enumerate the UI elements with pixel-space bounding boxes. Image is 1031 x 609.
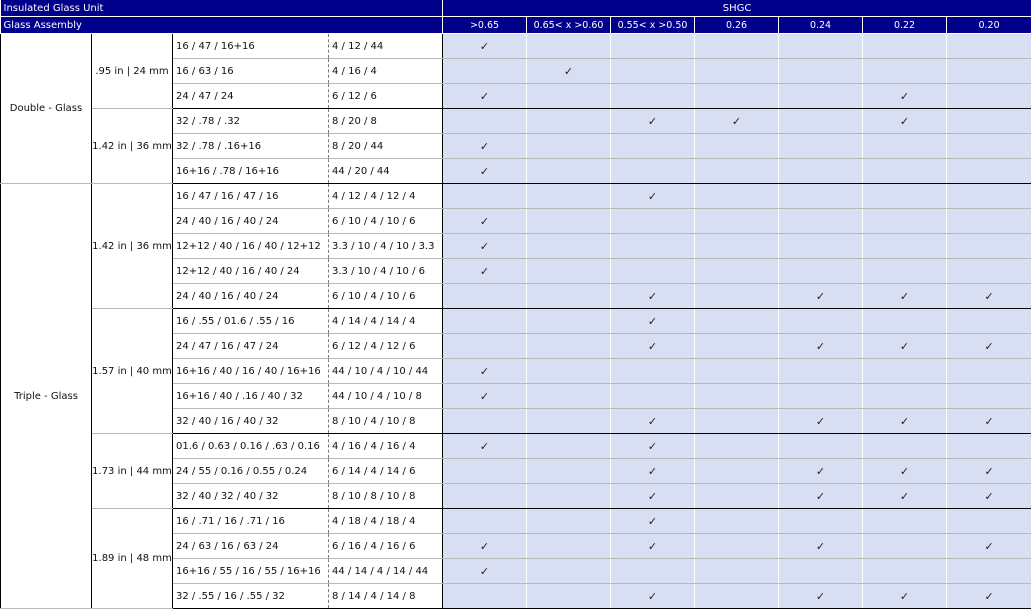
shgc-cell [695, 59, 779, 84]
shgc-cell [695, 234, 779, 259]
glass-assembly-header: Glass Assembly [1, 17, 443, 34]
check-mark-cell: ✓ [779, 534, 863, 559]
assembly-mm-cell: 44 / 14 / 4 / 14 / 44 [329, 559, 443, 584]
shgc-cell [443, 459, 527, 484]
assembly-inches-cell: 16 / 63 / 16 [173, 59, 329, 84]
thickness-cell: 1.73 in | 44 mm [92, 434, 173, 509]
assembly-inches-cell: 16 / .55 / 01.6 / .55 / 16 [173, 309, 329, 334]
shgc-column-header: 0.22 [863, 17, 947, 34]
shgc-cell [779, 384, 863, 409]
shgc-cell [947, 359, 1031, 384]
assembly-inches-cell: 24 / 40 / 16 / 40 / 24 [173, 209, 329, 234]
assembly-mm-cell: 8 / 20 / 8 [329, 109, 443, 134]
assembly-mm-cell: 8 / 14 / 4 / 14 / 8 [329, 584, 443, 609]
assembly-inches-cell: 32 / 40 / 16 / 40 / 32 [173, 409, 329, 434]
shgc-cell [443, 509, 527, 534]
shgc-cell [527, 359, 611, 384]
shgc-cell [695, 284, 779, 309]
assembly-inches-cell: 32 / .78 / .32 [173, 109, 329, 134]
shgc-cell [779, 34, 863, 59]
check-mark-cell: ✓ [779, 334, 863, 359]
shgc-cell [443, 484, 527, 509]
shgc-cell [779, 59, 863, 84]
assembly-inches-cell: 16 / .71 / 16 / .71 / 16 [173, 509, 329, 534]
check-mark-cell: ✓ [443, 234, 527, 259]
assembly-mm-cell: 4 / 16 / 4 [329, 59, 443, 84]
glass-type-cell: Double - Glass [1, 34, 92, 184]
check-mark-cell: ✓ [863, 484, 947, 509]
shgc-cell [695, 159, 779, 184]
check-mark-cell: ✓ [611, 459, 695, 484]
shgc-cell [527, 84, 611, 109]
shgc-cell [527, 209, 611, 234]
check-mark-cell: ✓ [863, 409, 947, 434]
shgc-cell [695, 84, 779, 109]
shgc-cell [947, 134, 1031, 159]
shgc-cell [947, 84, 1031, 109]
shgc-cell [779, 359, 863, 384]
check-mark-cell: ✓ [779, 409, 863, 434]
thickness-cell: 1.42 in | 36 mm [92, 184, 173, 309]
shgc-cell [779, 209, 863, 234]
shgc-cell [695, 434, 779, 459]
shgc-cell [527, 459, 611, 484]
check-mark-cell: ✓ [779, 459, 863, 484]
shgc-cell [527, 409, 611, 434]
shgc-cell [947, 559, 1031, 584]
assembly-mm-cell: 6 / 14 / 4 / 14 / 6 [329, 459, 443, 484]
shgc-cell [863, 384, 947, 409]
shgc-cell [779, 234, 863, 259]
assembly-mm-cell: 6 / 10 / 4 / 10 / 6 [329, 284, 443, 309]
shgc-cell [527, 434, 611, 459]
shgc-cell [527, 309, 611, 334]
thickness-cell: .95 in | 24 mm [92, 34, 173, 109]
check-mark-cell: ✓ [611, 284, 695, 309]
check-mark-cell: ✓ [611, 409, 695, 434]
assembly-mm-cell: 4 / 14 / 4 / 14 / 4 [329, 309, 443, 334]
shgc-cell [779, 84, 863, 109]
assembly-mm-cell: 6 / 12 / 6 [329, 84, 443, 109]
shgc-cell [611, 159, 695, 184]
shgc-cell [527, 134, 611, 159]
assembly-mm-cell: 4 / 12 / 44 [329, 34, 443, 59]
check-mark-cell: ✓ [947, 334, 1031, 359]
shgc-cell [695, 34, 779, 59]
thickness-cell: 1.42 in | 36 mm [92, 109, 173, 184]
shgc-cell [863, 359, 947, 384]
shgc-cell [443, 284, 527, 309]
table-row [1, 109, 1031, 134]
shgc-cell [695, 259, 779, 284]
shgc-cell [863, 234, 947, 259]
shgc-cell [695, 559, 779, 584]
check-mark-cell: ✓ [779, 484, 863, 509]
check-mark-cell: ✓ [443, 259, 527, 284]
check-mark-cell: ✓ [443, 434, 527, 459]
thickness-cell: 1.57 in | 40 mm [92, 309, 173, 434]
shgc-cell [527, 534, 611, 559]
check-mark-cell: ✓ [443, 159, 527, 184]
check-mark-cell: ✓ [947, 584, 1031, 609]
check-mark-cell: ✓ [443, 84, 527, 109]
assembly-mm-cell: 6 / 16 / 4 / 16 / 6 [329, 534, 443, 559]
check-mark-cell: ✓ [611, 584, 695, 609]
shgc-cell [947, 109, 1031, 134]
check-mark-cell: ✓ [863, 284, 947, 309]
assembly-inches-cell: 16 / 47 / 16 / 47 / 16 [173, 184, 329, 209]
shgc-cell [779, 509, 863, 534]
assembly-mm-cell: 6 / 12 / 4 / 12 / 6 [329, 334, 443, 359]
shgc-cell [695, 534, 779, 559]
assembly-inches-cell: 12+12 / 40 / 16 / 40 / 12+12 [173, 234, 329, 259]
shgc-cell [527, 334, 611, 359]
shgc-cell [611, 209, 695, 234]
check-mark-cell: ✓ [947, 484, 1031, 509]
shgc-cell [527, 484, 611, 509]
shgc-cell [947, 259, 1031, 284]
check-mark-cell: ✓ [863, 84, 947, 109]
shgc-cell [779, 309, 863, 334]
shgc-cell [863, 509, 947, 534]
glass-type-cell: Triple - Glass [1, 184, 92, 609]
check-mark-cell: ✓ [611, 309, 695, 334]
shgc-cell [695, 209, 779, 234]
check-mark-cell: ✓ [443, 384, 527, 409]
shgc-cell [527, 184, 611, 209]
check-mark-cell: ✓ [611, 509, 695, 534]
check-mark-cell: ✓ [443, 359, 527, 384]
check-mark-cell: ✓ [947, 534, 1031, 559]
table-row [1, 34, 1031, 59]
assembly-inches-cell: 32 / .55 / 16 / .55 / 32 [173, 584, 329, 609]
shgc-cell [863, 34, 947, 59]
shgc-cell [443, 59, 527, 84]
assembly-mm-cell: 6 / 10 / 4 / 10 / 6 [329, 209, 443, 234]
shgc-cell [695, 334, 779, 359]
assembly-inches-cell: 24 / 55 / 0.16 / 0.55 / 0.24 [173, 459, 329, 484]
assembly-inches-cell: 32 / 40 / 32 / 40 / 32 [173, 484, 329, 509]
shgc-cell [611, 384, 695, 409]
assembly-inches-cell: 16 / 47 / 16+16 [173, 34, 329, 59]
table-body [1, 34, 1031, 609]
check-mark-cell: ✓ [947, 409, 1031, 434]
shgc-cell [863, 59, 947, 84]
shgc-cell [947, 209, 1031, 234]
insulated-glass-unit-header: Insulated Glass Unit [1, 0, 443, 17]
assembly-mm-cell: 3.3 / 10 / 4 / 10 / 6 [329, 259, 443, 284]
shgc-cell [695, 584, 779, 609]
shgc-cell [863, 534, 947, 559]
assembly-mm-cell: 8 / 10 / 8 / 10 / 8 [329, 484, 443, 509]
shgc-column-header: >0.65 [443, 17, 527, 34]
shgc-column-header: 0.20 [947, 17, 1031, 34]
shgc-cell [695, 384, 779, 409]
shgc-cell [527, 584, 611, 609]
check-mark-cell: ✓ [611, 434, 695, 459]
assembly-mm-cell: 3.3 / 10 / 4 / 10 / 3.3 [329, 234, 443, 259]
shgc-column-header: 0.65< x >0.60 [527, 17, 611, 34]
check-mark-cell: ✓ [695, 109, 779, 134]
table-row [1, 184, 1031, 209]
shgc-cell [695, 359, 779, 384]
check-mark-cell: ✓ [947, 459, 1031, 484]
shgc-cell [863, 259, 947, 284]
check-mark-cell: ✓ [863, 459, 947, 484]
shgc-column-header: 0.24 [779, 17, 863, 34]
shgc-header: SHGC [443, 0, 1031, 17]
assembly-inches-cell: 01.6 / 0.63 / 0.16 / .63 / 0.16 [173, 434, 329, 459]
shgc-cell [527, 159, 611, 184]
shgc-cell [947, 384, 1031, 409]
shgc-cell [947, 309, 1031, 334]
shgc-cell [527, 109, 611, 134]
shgc-cell [443, 184, 527, 209]
assembly-mm-cell: 4 / 18 / 4 / 18 / 4 [329, 509, 443, 534]
assembly-inches-cell: 24 / 40 / 16 / 40 / 24 [173, 284, 329, 309]
shgc-cell [527, 234, 611, 259]
shgc-cell [779, 184, 863, 209]
assembly-inches-cell: 24 / 47 / 16 / 47 / 24 [173, 334, 329, 359]
check-mark-cell: ✓ [863, 584, 947, 609]
shgc-cell [947, 59, 1031, 84]
shgc-cell [947, 509, 1031, 534]
shgc-cell [695, 509, 779, 534]
assembly-inches-cell: 24 / 63 / 16 / 63 / 24 [173, 534, 329, 559]
shgc-cell [611, 84, 695, 109]
shgc-cell [863, 134, 947, 159]
shgc-cell [863, 159, 947, 184]
shgc-cell [611, 359, 695, 384]
check-mark-cell: ✓ [947, 284, 1031, 309]
shgc-cell [779, 559, 863, 584]
check-mark-cell: ✓ [863, 334, 947, 359]
shgc-cell [443, 109, 527, 134]
shgc-cell [779, 109, 863, 134]
shgc-column-header: 0.55< x >0.50 [611, 17, 695, 34]
table-row [1, 509, 1031, 534]
header-row-columns [1, 17, 1031, 34]
assembly-inches-cell: 12+12 / 40 / 16 / 40 / 24 [173, 259, 329, 284]
header-row-top [1, 0, 1031, 17]
check-mark-cell: ✓ [779, 584, 863, 609]
table-row [1, 309, 1031, 334]
shgc-cell [695, 459, 779, 484]
check-mark-cell: ✓ [443, 534, 527, 559]
shgc-cell [863, 184, 947, 209]
shgc-cell [947, 234, 1031, 259]
shgc-cell [443, 309, 527, 334]
shgc-cell [863, 209, 947, 234]
check-mark-cell: ✓ [443, 209, 527, 234]
shgc-cell [695, 184, 779, 209]
shgc-cell [611, 234, 695, 259]
shgc-cell [443, 409, 527, 434]
assembly-mm-cell: 44 / 20 / 44 [329, 159, 443, 184]
assembly-inches-cell: 16+16 / 55 / 16 / 55 / 16+16 [173, 559, 329, 584]
shgc-cell [695, 409, 779, 434]
assembly-inches-cell: 24 / 47 / 24 [173, 84, 329, 109]
shgc-cell [611, 34, 695, 59]
check-mark-cell: ✓ [863, 109, 947, 134]
check-mark-cell: ✓ [611, 109, 695, 134]
shgc-cell [779, 434, 863, 459]
assembly-mm-cell: 44 / 10 / 4 / 10 / 44 [329, 359, 443, 384]
shgc-cell [527, 34, 611, 59]
shgc-cell [947, 34, 1031, 59]
table-row [1, 434, 1031, 459]
shgc-cell [443, 584, 527, 609]
assembly-mm-cell: 8 / 10 / 4 / 10 / 8 [329, 409, 443, 434]
check-mark-cell: ✓ [443, 134, 527, 159]
shgc-cell [695, 309, 779, 334]
shgc-cell [947, 434, 1031, 459]
shgc-cell [527, 259, 611, 284]
shgc-cell [527, 384, 611, 409]
shgc-cell [443, 334, 527, 359]
shgc-cell [863, 559, 947, 584]
shgc-cell [947, 184, 1031, 209]
assembly-inches-cell: 16+16 / .78 / 16+16 [173, 159, 329, 184]
shgc-cell [695, 134, 779, 159]
check-mark-cell: ✓ [443, 559, 527, 584]
shgc-column-header: 0.26 [695, 17, 779, 34]
shgc-cell [695, 484, 779, 509]
shgc-cell [611, 559, 695, 584]
check-mark-cell: ✓ [611, 184, 695, 209]
assembly-mm-cell: 4 / 16 / 4 / 16 / 4 [329, 434, 443, 459]
thickness-cell: 1.89 in | 48 mm [92, 509, 173, 609]
check-mark-cell: ✓ [527, 59, 611, 84]
shgc-cell [611, 259, 695, 284]
check-mark-cell: ✓ [611, 534, 695, 559]
check-mark-cell: ✓ [443, 34, 527, 59]
assembly-inches-cell: 32 / .78 / .16+16 [173, 134, 329, 159]
assembly-mm-cell: 8 / 20 / 44 [329, 134, 443, 159]
shgc-cell [779, 259, 863, 284]
shgc-cell [779, 159, 863, 184]
shgc-cell [527, 284, 611, 309]
assembly-mm-cell: 4 / 12 / 4 / 12 / 4 [329, 184, 443, 209]
shgc-cell [611, 59, 695, 84]
shgc-cell [947, 159, 1031, 184]
shgc-cell [527, 559, 611, 584]
shgc-cell [611, 134, 695, 159]
shgc-cell [863, 309, 947, 334]
check-mark-cell: ✓ [611, 484, 695, 509]
assembly-inches-cell: 16+16 / 40 / .16 / 40 / 32 [173, 384, 329, 409]
shgc-cell [527, 509, 611, 534]
assembly-mm-cell: 44 / 10 / 4 / 10 / 8 [329, 384, 443, 409]
check-mark-cell: ✓ [611, 334, 695, 359]
assembly-inches-cell: 16+16 / 40 / 16 / 40 / 16+16 [173, 359, 329, 384]
check-mark-cell: ✓ [779, 284, 863, 309]
shgc-cell [863, 434, 947, 459]
shgc-cell [779, 134, 863, 159]
